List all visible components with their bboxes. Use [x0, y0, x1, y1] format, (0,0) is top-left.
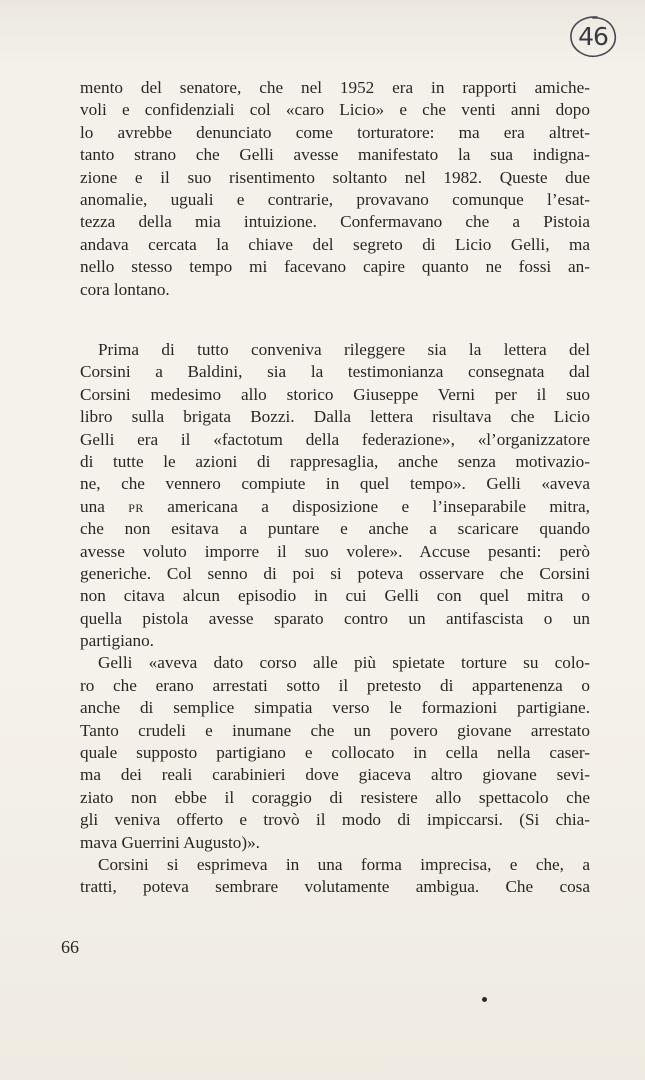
text-line: Prima di tutto conveniva rileggere sia la lettera del	[98, 340, 590, 359]
text-line: Corsini medesimo allo storico Giuseppe Verni per il suo	[80, 384, 590, 404]
text-line: libro sulla brigata Bozzi. Dalla lettera risultava che Licio	[80, 407, 590, 427]
small-caps-abbreviation: PR	[128, 500, 144, 515]
text-line: Gelli «aveva dato corso alle più spietate torture su colo-	[98, 653, 590, 673]
text-line: Tanto crudeli e inumane che un povero giovane arrestato	[80, 720, 590, 740]
page-number: 66	[61, 937, 79, 957]
text-line: andava cercata la chiave del segreto di Licio Gelli, ma	[80, 234, 590, 254]
handwritten-number: 46	[578, 22, 608, 51]
text-line: cora lontano.	[80, 279, 170, 299]
text-line: partigiano.	[80, 631, 154, 651]
text-line: tezza della mia intuizione. Confermavano che a Pistoia	[80, 212, 590, 232]
text-line: Gelli era il «factotum della federazione», «l’organizzatore	[80, 429, 590, 449]
text-line: di tutte le azioni di rappresaglia, anche senza motivazio-	[80, 451, 590, 471]
text-line: una PR americana a disposizione e l’inseparabile mitra,	[80, 496, 590, 516]
text-line: Corsini si esprimeva in una forma imprecisa, e che, a	[98, 854, 590, 874]
text-line: ro che erano arrestati sotto il pretesto di appartenenza o	[80, 675, 590, 695]
text-line: lo avrebbe denunciato come torturatore: ma era altret-	[80, 122, 590, 142]
text-line: tratti, poteva sembrare volutamente ambigua. Che cosa	[80, 877, 590, 897]
ink-speck	[482, 997, 487, 1002]
text-line: ma dei reali carabinieri dove giaceva altro giovane sevi-	[80, 765, 590, 785]
text-line: gli veniva offerto e trovò il modo di impiccarsi. (Si chia-	[80, 810, 590, 830]
text-line: avesse voluto imporre il suo volere». Accuse pesanti: però	[80, 541, 590, 561]
text-line: Corsini a Baldini, sia la testimonianza consegnata dal	[80, 362, 590, 382]
text-line: quale supposto partigiano e collocato in cella nella caser-	[80, 743, 590, 763]
text-line: anomalie, uguali e contrarie, provavano comunque l’esat-	[80, 189, 590, 209]
handwritten-page-annotation	[567, 14, 619, 60]
text-line: mava Guerrini Augusto)».	[80, 832, 260, 852]
paragraph-continuation	[80, 77, 590, 301]
text-line: non citava alcun episodio in cui Gelli con quel mitra o	[80, 586, 590, 606]
text-line: zione e il suo risentimento soltanto nel 1982. Queste due	[80, 167, 590, 187]
text-line: ne, che vennero compiute in quel tempo». Gelli «aveva	[80, 474, 590, 494]
text-line: tanto strano che Gelli avesse manifestato la sua indigna-	[80, 145, 590, 165]
text-line: mento del senatore, che nel 1952 era in rapporti amiche-	[80, 78, 590, 97]
text-line: voli e confidenziali col «caro Licio» e che venti anni dopo	[80, 100, 590, 120]
paragraph-corsini-letter	[80, 339, 590, 899]
text-line: anche di semplice simpatia verso le formazioni partigiane.	[80, 698, 590, 718]
text-line: nello stesso tempo mi facevano capire quanto ne fossi an-	[80, 257, 590, 277]
text-line: generiche. Col senno di poi si poteva osservare che Corsini	[80, 563, 590, 583]
text-line: ziato non ebbe il coraggio di resistere allo spettacolo che	[80, 787, 590, 807]
text-line: quella pistola avesse sparato contro un antifascista o un	[80, 608, 590, 628]
text-line: che non esitava a puntare e anche a scaricare quando	[80, 519, 590, 539]
